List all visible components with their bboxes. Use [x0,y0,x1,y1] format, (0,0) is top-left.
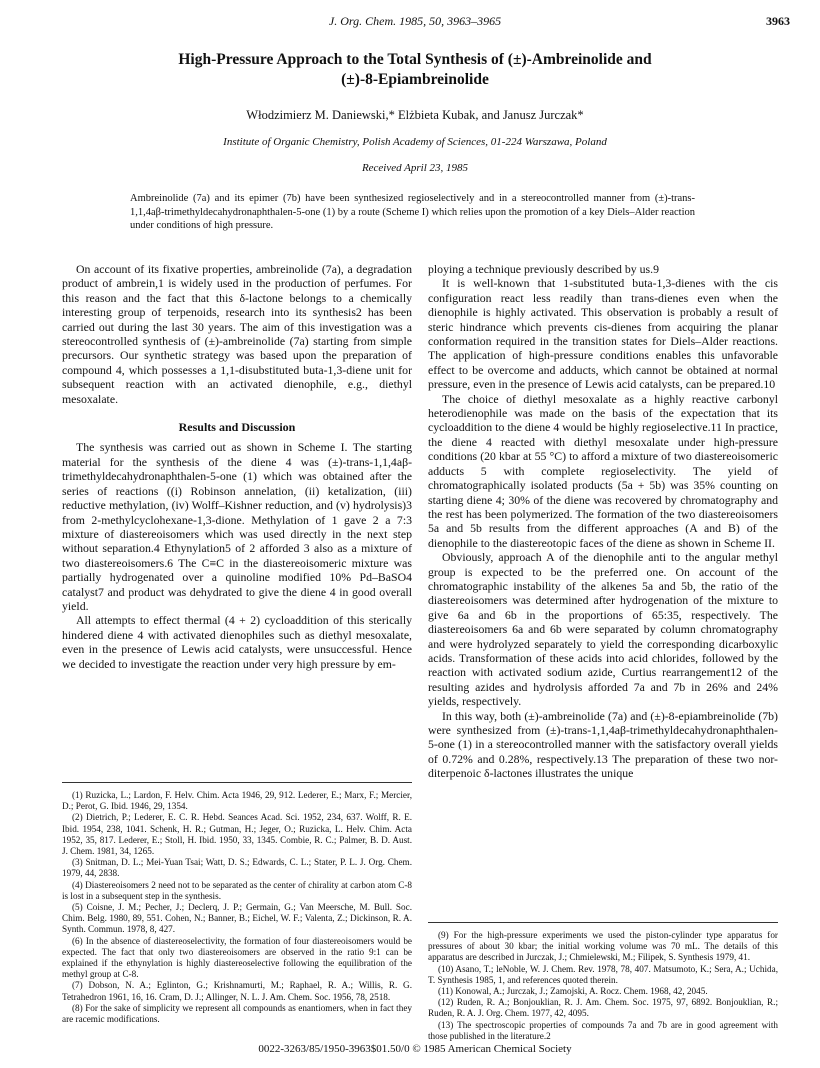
footnote: (9) For the high-pressure experiments we used the piston-cylinder type apparatus for pressures of about 30 kbar; the initial working volume was 70 mL. The details of this apparatus are described in Jurczak, J.; Chmielewski, M.; Filipek, S. Synthesis 1979, 41. [428,930,778,963]
footnote: (1) Ruzicka, L.; Lardon, F. Helv. Chim. Acta 1946, 29, 912. Lederer, E.; Marx, F.; Mercier, D.; Perot, G. Ibid. 1946, 29, 1354. [62,790,412,812]
body-paragraph: It is well-known that 1-substituted buta-1,3-dienes with the cis configuration react less readily than trans-dienes even when the dienophile is highly activated. This observation is probably a result of steric hindrance which prevents cis-dienes from acquiring the planar conformation required in the transition states for Diels–Alder reactions. The application of high-pressure conditions enables this unfavorable effect to be overcome and adducts, which cannot be obtained at normal pressure, even in the presence of Lewis acid catalysts, can be prepared.10 [428,276,778,392]
body-paragraph: The choice of diethyl mesoxalate as a highly reactive carbonyl heterodienophile was made on the basis of the expectation that its cycloaddition to the diene 4 would be highly regioselective.11 In practice, the diene 4 reacted with diethyl mesoxalate under high-pressure conditions (20 kbar at 55 °C) to afford a mixture of two diastereoisomeric adducts 5 with complete regioselectivity. The yield of chromatographically isolated products (5a + 5b) was 35% counting on starting diene 4; 30% of the diene was recovered by chromatography and the rest has been polymerized. The formation of the two diastereoisomers 5a and 5b results from the different approaches (A and B) of the dienophile to the diastereotopic faces of the diene as shown in Scheme II. [428,391,778,550]
article-title [40,50,790,90]
footnote: (8) For the sake of simplicity we represent all compounds as enantiomers, when in fact they are racemic modifications. [62,1002,412,1025]
body-paragraph: The synthesis was carried out as shown in Scheme I. The starting material for the synthesis of the diene 4 was (±)-trans-1,1,4aβ-trimethyldecahydronaphthalen-5-one (1) which was obtained after the series of reactions ((i) Robinson annelation, (ii) ketalization, (iii) reductive methylation, (iv) Wolff–Kishner reduction, and (v) hydrolysis)3 from 2-methylcyclohexane-1,3-dione. Methylation of 1 gave 2 a 7:3 mixture of diastereoisomers which was used directly in the next step without separation.4 Ethynylation5 of 2 afforded 3 also as a mixture of two diastereoisomers.6 The C≡C in the diastereoisomeric mixture was partially hydrogenated over a quinoline modified 10% Pd–BaSO4 catalyst7 and product was dehydrated to give the diene 4 in good overall yield. [62,440,412,613]
left-column [62,262,412,671]
footnote: (2) Dietrich, P.; Lederer, E. C. R. Hebd. Seances Acad. Sci. 1952, 234, 637. Wolff, R. E. Ibid. 1954, 238, 1041. Schenk, H. R.; Gutman, H.; Jeger, O.; Ruzicka, L. Helv. Chim. Acta 1952, 35, 817. Lederer, E.; Stoll, H. Ibid. 1950, 33, 1345. Combie, R. C.; Palmer, B. D. Aust. J. Chem. 1981, 34, 1265. [62,812,412,857]
footnote: (12) Ruden, R. A.; Bonjouklian, R. J. Am. Chem. Soc. 1975, 97, 6892. Bonjouklian, R.; Ruden, R. A. J. Org. Chem. 1977, 42, 4095. [428,997,778,1019]
title-line-2: (±)-8-Epiambreinolide [341,71,489,88]
footnotes-left [62,790,412,1025]
journal-citation: J. Org. Chem. 1985, 50, 3963–3965 [328,14,502,28]
section-heading: Results and Discussion [178,420,296,435]
body-paragraph: Obviously, approach A of the dienophile anti to the angular methyl group is expected to be the preferred one. On account of the chromatographic instability of the alkenes 5a and 5b, the ratio of the diastereoisomers was determined after hydrogenation of the mixture to give 6a and 6b in the proportions of 65:35, respectively. The diastereoisomers 6a and 6b were separated by column chromatography and were hydrolyzed separately to yield the corresponding dicarboxylic acids. Transformation of these acids into acid chlorides, followed by the reaction with activated sodium azide, Curtius rearrangement12 of the resulting azides and hydrolysis afforded 7a and 7b in 26% and 24% yields, respectively. [428,550,778,709]
footnote: (4) Diastereoisomers 2 need not to be separated as the center of chirality at carbon atom C-8 is lost in a subsequent step in the synthesis. [62,879,412,901]
footnote: (13) The spectroscopic properties of compounds 7a and 7b are in good agreement with those published in the literature.2 [428,1019,778,1041]
footnote: (3) Snitman, D. L.; Mei-Yuan Tsai; Watt, D. S.; Edwards, C. L.; Stater, P. L. J. Org. Chem. 1979, 44, 2838. [62,857,412,879]
footnote-divider-left [62,782,412,783]
affiliation: Institute of Organic Chemistry, Polish Academy of Sciences, 01-224 Warszawa, Poland [223,136,607,148]
footnote: (11) Konowal, A.; Jurczak, J.; Zamojski, A. Rocz. Chem. 1968, 42, 2045. [438,986,708,997]
footnote: (5) Coisne, J. M.; Pecher, J.; Declerq, J. P.; Germain, G.; Van Meersche, M. Bull. Soc. Chim. Belg. 1980, 89, 551. Cohen, N.; Banner, B.; Eichel, W. F.; Valenta, Z.; Dickinson, R. A. Synth. Commun. 1978, 8, 427. [62,902,412,935]
body-paragraph: ploying a technique previously described by us.9 [428,262,659,276]
right-column [428,262,778,781]
footnotes-right [428,930,778,1042]
received-date: Received April 23, 1985 [361,162,469,174]
authors: Włodzimierz M. Daniewski,* Elżbieta Kubak, and Janusz Jurczak* [246,108,584,122]
copyright-footer: 0022-3263/85/1950-3963$01.50/0 © 1985 American Chemical Society [258,1043,572,1055]
footnote: (7) Dobson, N. A.; Eglinton, G.; Krishnamurti, M.; Raphael, R. A.; Willis, R. G. Tetrahedron 1961, 16, 16. Cram, D. J.; Allinger, N. L. J. Am. Chem. Soc. 1956, 78, 2518. [62,980,412,1002]
body-paragraph: All attempts to effect thermal (4 + 2) cycloaddition of this sterically hindered diene 4 with activated dienophiles such as diethyl mesoxalate, even in the presence of Lewis acid catalysts, were unsuccessful. Hence we decided to investigate the reaction under very high pressure by em- [62,613,412,671]
title-line-1: High-Pressure Approach to the Total Synthesis of (±)-Ambreinolide and [178,51,652,68]
abstract: Ambreinolide (7a) and its epimer (7b) have been synthesized regioselectively and in a stereocontrolled manner from (±)-trans-1,1,4aβ-trimethyldecahydronaphthalen-5-one (1) by a route (Scheme I) which relies upon the promotion of a key Diels–Alder reaction under conditions of high pressure. [130,193,695,231]
intro-paragraph: On account of its fixative properties, ambreinolide (7a), a degradation product of ambrein,1 is widely used in the production of perfumes. For this reason and the fact that this δ-lactone belongs to a chemically interesting group of terpenoids, research into its synthesis2 has been carried out during the last 30 years. The aim of this investigation was a stereocontrolled synthesis of (±)-ambreinolide (7a) starting from simple precursors. Our synthetic strategy was based upon the preparation of compound 4, which possesses a 1,1-disubstituted buta-1,3-diene unit for subsequent reaction with an activated dienophile, e.g., diethyl mesoxalate. [62,262,412,406]
body-paragraph: In this way, both (±)-ambreinolide (7a) and (±)-8-epiambreinolide (7b) were synthesized from (±)-trans-1,1,4aβ-trimethyldecahydronaphthalen-5-one (1) in a stereocontrolled manner with the satisfactory overall yields of 0.72% and 0.28%, respectively.13 The preparation of these two nor-diterpenoic δ-lactones illustrates the unique [428,708,778,781]
page-number: 3963 [766,14,790,28]
footnote: (6) In the absence of diastereoselectivity, the formation of four diastereoisomers would be expected. The fact that only two diastereoisomers are observed in the ratio 9:1 can be explained if the ethynylation is highly diastereoselective following the equilibration of the methyl group at C-8. [62,935,412,980]
footnote-divider-right [428,922,778,923]
running-header [40,14,790,34]
footnote: (10) Asano, T.; leNoble, W. J. Chem. Rev. 1978, 78, 407. Matsumoto, K.; Sera, A.; Uchida, T. Synthesis 1985, 1, and references quoted therein. [428,963,778,985]
